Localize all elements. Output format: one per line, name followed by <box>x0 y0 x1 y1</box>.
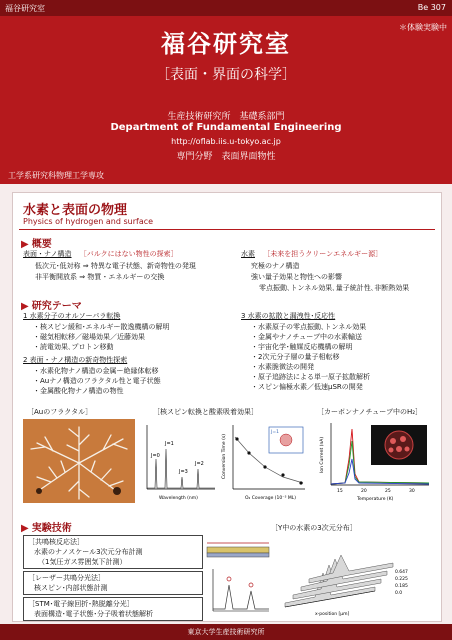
y-axis-label: Conversion Time (s) <box>222 434 227 479</box>
theme-3-title: 3 水素の拡散と漏洩性･反応性 <box>241 312 336 320</box>
legend-value: 0.225 <box>395 577 408 582</box>
theme-item: ・磁気相転移／磁場効果／近藤効果 <box>33 333 145 341</box>
y-axis-label: Ion Current (nA) <box>320 436 325 473</box>
theme-item: ・金属酸化物ナノ構造の物性 <box>33 387 124 395</box>
title-divider <box>19 229 435 230</box>
overview-left-line: 低次元･低対称 ⇒ 特異な電子状態、新奇物性の発現 <box>35 262 196 270</box>
lab-title: 福谷研究室 <box>161 30 291 58</box>
theme-item: ・金属やナノチューブ中の水素輸送 <box>251 333 362 341</box>
technique-line: 核スピン･内部状態計測 <box>34 584 108 592</box>
level-label: J=1 <box>165 441 174 447</box>
main-title: 水素と表面の物理 <box>23 203 128 218</box>
technique-line: 表面構造･電子状態･分子吸着状態解析 <box>34 610 153 618</box>
x-axis-label: x-position [μm] <box>315 612 350 617</box>
poster-card <box>12 192 442 622</box>
technique-box <box>23 571 203 595</box>
booth-code: Be 307 <box>417 3 446 12</box>
resonance-reaction-diagram <box>203 533 273 617</box>
legend-value: 0.647 <box>395 570 408 575</box>
overview-right-line: 零点振動､トンネル効果､量子統計性､非断熱効果 <box>259 284 410 292</box>
theme-item: ・水素原子の零点振動､トンネル効果 <box>251 323 367 331</box>
overview-right-line: 究極のナノ構造 <box>251 262 300 270</box>
technique-line: 水素のナノスケール3次元分布計測 <box>34 548 143 556</box>
spin-conversion-figure <box>141 419 309 503</box>
overview-right-line: 強い量子効果と物性への影響 <box>251 273 342 281</box>
lab-url[interactable]: http://oflab.iis.u-tokyo.ac.jp <box>171 137 281 146</box>
department-japanese: 生産技術研究所 基礎系部門 <box>167 112 285 122</box>
technique-box <box>23 535 203 569</box>
technique-title: ［STM･電子線回折･熱脱離分光］ <box>28 600 134 608</box>
theme-item: ・核スピン緩和･エネルギー散逸機構の解明 <box>33 323 170 331</box>
main-subtitle: Physics of hydrogen and surface <box>23 217 154 226</box>
themes-heading: ▶ 研究テーマ <box>21 301 82 312</box>
top-bar <box>0 0 452 16</box>
x-axis-label: Temperature (K) <box>357 497 394 502</box>
theme-item: ・原子追跡法による単一原子拡散解析 <box>251 373 370 381</box>
header-banner <box>0 16 452 184</box>
technique-title: ［共鳴核反応法］ <box>28 538 84 546</box>
overview-right-head: 水素 ［未来を担うクリーンエネルギー源］ <box>241 250 383 258</box>
inset-label: J=1 <box>271 430 279 435</box>
triangle-icon: ▶ <box>21 239 29 250</box>
lab-subtitle: ［表面・界面の科学］ <box>156 67 296 83</box>
theme-item: ・水素化物ナノ構造の金属ー絶縁体転移 <box>33 367 159 375</box>
overview-left-line: 非平衡開放系 ⇒ 物質・エネルギーの交換 <box>35 273 165 281</box>
figure-caption: ［カーボンナノチューブ中のH₂］ <box>317 408 423 416</box>
au-fractal-image <box>23 419 135 503</box>
footer: 東京大学生産技術研究所 <box>0 624 452 640</box>
theme-1-title: 1 水素分子のオルソーパラ転換 <box>23 312 121 320</box>
axis-label: Wavelength (nm) <box>159 496 198 501</box>
overview-left-head: 表面・ナノ構造 ［バルクにはない物性の探索］ <box>23 250 178 258</box>
theme-2-title: 2 表面・ナノ構造の新奇物性探索 <box>23 356 128 364</box>
figure-caption: ［核スピン転換と酸素吸着効果］ <box>153 408 258 416</box>
lab-name: 福谷研究室 <box>5 4 45 13</box>
level-label: J=0 <box>151 453 160 459</box>
figure-caption: ［Y中の水素の3次元分布］ <box>271 524 357 532</box>
legend-value: 0.185 <box>395 584 408 589</box>
theme-item: ・読電効果､プロトン移動 <box>33 343 114 351</box>
techniques-heading: ▶ 実験技術 <box>21 523 72 534</box>
x-tick: 15 <box>337 489 343 494</box>
x-tick: 25 <box>385 489 391 494</box>
theme-item: ・スピン偏極水素／低速μSRの開発 <box>251 383 363 391</box>
graduate-school: 工学系研究科物理工学専攻 <box>8 171 104 180</box>
x-axis-label: O₂ Coverage (10⁻³ ML) <box>245 496 297 501</box>
technique-title: ［レーザー共鳴分光法］ <box>28 574 105 582</box>
department-english: Department of Fundamental Engineering <box>110 122 342 133</box>
x-tick: 30 <box>409 489 415 494</box>
theme-item: ・宇宙化学･触媒反応機構の解明 <box>251 343 353 351</box>
specialty-field: 専門分野 表面界面物性 <box>176 152 276 162</box>
theme-item: ・2次元分子層の量子相転移 <box>251 353 340 361</box>
trial-badge: ＊体験実験中 <box>399 23 447 32</box>
legend-value: 0.0 <box>395 591 403 596</box>
triangle-icon: ▶ <box>21 301 29 312</box>
nanotube-ion-current-figure <box>315 419 433 503</box>
level-label: J=3 <box>179 469 188 475</box>
theme-item: ・Auナノ構造のフラクタル性と電子状態 <box>33 377 161 385</box>
theme-item: ・水素脆徴法の開発 <box>251 363 314 371</box>
triangle-icon: ▶ <box>21 523 29 534</box>
level-label: J=2 <box>195 461 204 467</box>
overview-heading: ▶ 概要 <box>21 239 52 250</box>
figure-caption: ［Auのフラクタル］ <box>27 408 93 416</box>
hydrogen-3d-distribution-figure <box>275 533 435 617</box>
technique-line: （1気圧ガス雰囲気下計測） <box>38 558 127 566</box>
content-area <box>0 184 452 624</box>
x-tick: 20 <box>361 489 367 494</box>
technique-box <box>23 597 203 621</box>
